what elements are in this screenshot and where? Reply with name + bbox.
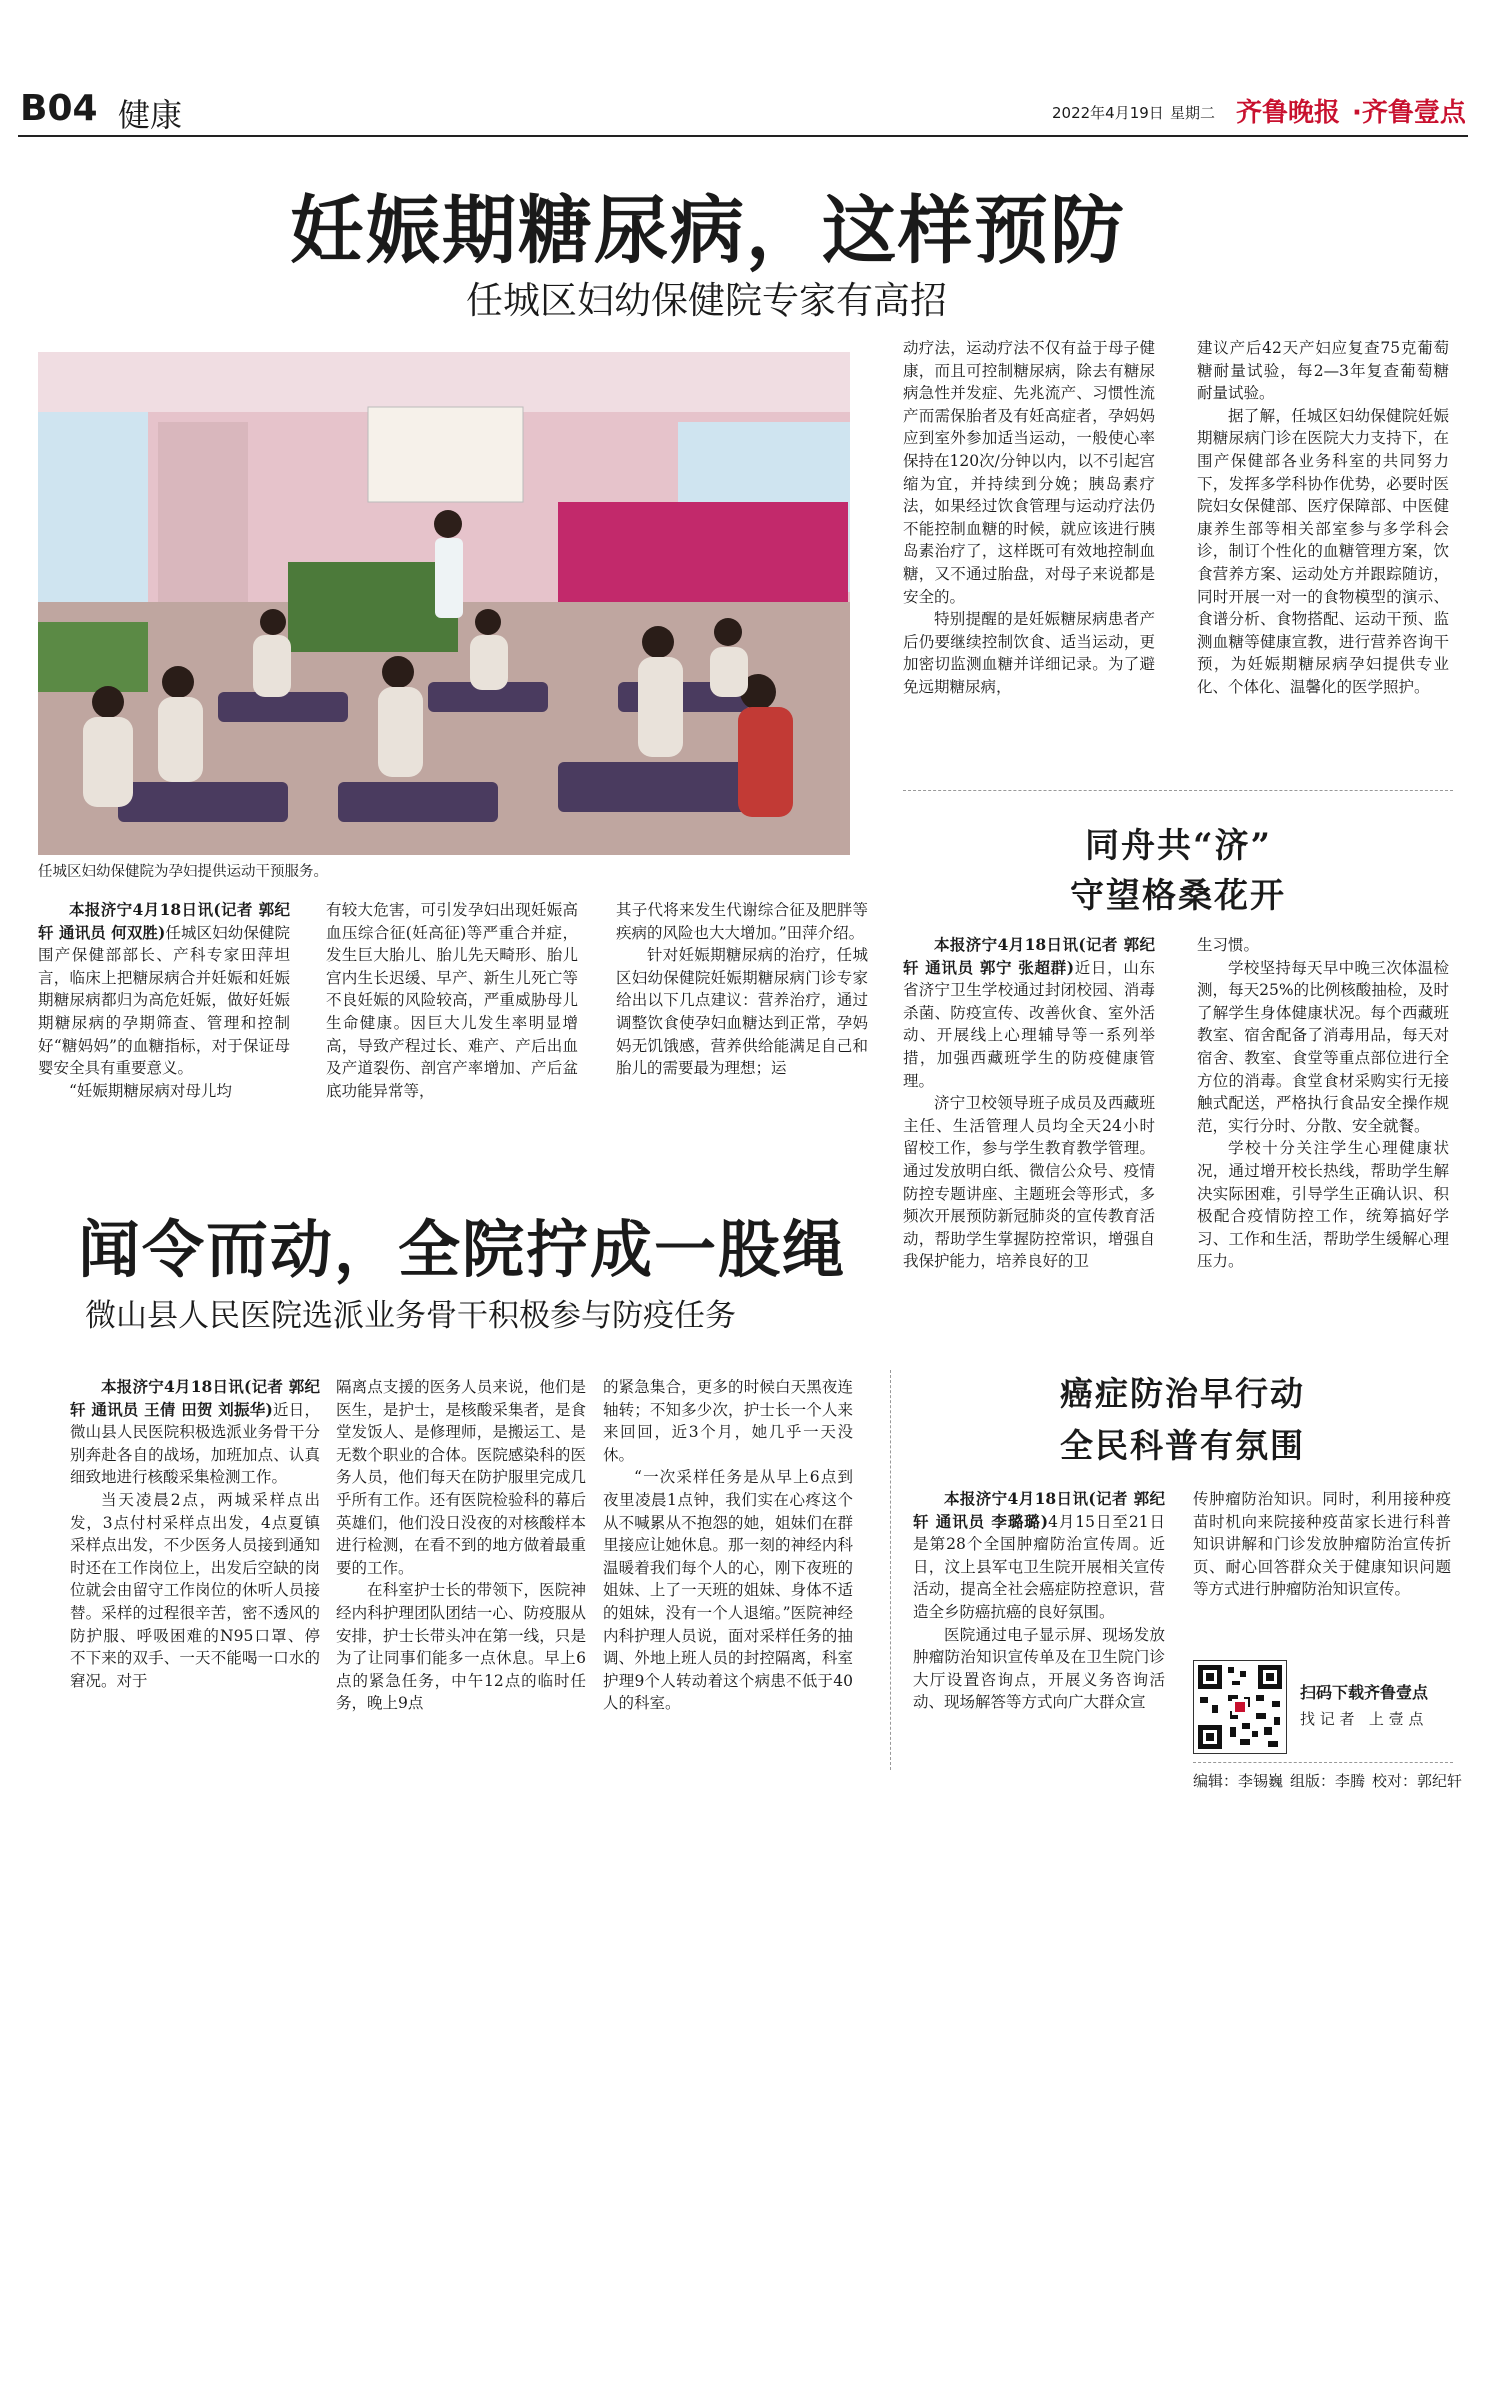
article4-paragraph-1: 4月15日至21日是第28个全国肿瘤防治宣传周。近日，汶上县军屯卫生院开展相关宣传活动，提高全社会癌症防控意识，营造全乡防癌抗癌的良好氛围。 <box>913 1512 1165 1621</box>
column-separator <box>890 1370 891 1770</box>
article4-byline: 本报济宁4月18日讯(记者 郭纪轩 通讯员 李璐璐) <box>913 1489 1165 1531</box>
article1-subtitle: 任城区妇幼保健院专家有高招 <box>466 279 947 322</box>
article2-paragraph-4: 学校坚持每天早中晚三次体温检测，每天25%的比例核酸抽检，及时了解学生身体健康状况。每个西藏班教室、宿舍配备了消毒用品，每天对宿舍、教室、食堂等重点部位进行全方位的消毒。食堂食材采购实行无接触式配送，严格执行食品安全操作规范，实行分时、分散、安全就餐。 <box>1197 958 1449 1135</box>
article1-paragraph-3: 有较大危害，可引发孕妇出现妊娠高血压综合征(妊高征)等严重合并症，发生巨大胎儿、胎儿先天畸形、胎儿宫内生长迟缓、早产、新生儿死亡等不良妊娠的风险较高，严重威胁母儿生命健康。因巨大儿发生率明显增高，导致产程过长、难产、产后出血及产道裂伤、剖宫产率增加、产后盆底功能异常等， <box>326 901 578 1100</box>
article4-paragraph-2: 医院通过电子显示屏、现场发放肿瘤防治知识宣传单及在卫生院门诊大厅设置咨询点，开展义务咨询活动、现场解答等方式向广大群众宣 <box>913 1625 1165 1712</box>
article3-paragraph-2: 当天凌晨2点，两城采样点出发，3点付村采样点出发，4点夏镇采样点出发，不少医务人员接到通知时还在工作岗位上，出发后空缺的岗位就会由留守工作岗位的休听人员接替。采样的过程很辛苦，密不透风的防护服、呼吸困难的N95口罩、停不下来的双手、一天不能喝一口水的窘况。对于 <box>70 1490 320 1690</box>
article1-column-2 <box>326 899 578 1155</box>
article2-byline: 本报济宁4月18日讯(记者 郭纪轩 通讯员 郭宁 张超群) <box>903 935 1155 977</box>
article1-photo-caption: 任城区妇幼保健院为孕妇提供运动干预服务。 <box>38 864 328 880</box>
article1-paragraph-1: 任城区妇幼保健院围产保健部部长、产科专家田萍坦言，临床上把糖尿病合并妊娠和妊娠期糖尿病都归为高危妊娠，做好妊娠期糖尿病的孕期筛查、管理和控制好“糖妈妈”的血糖指标，对于保证母婴安全具有重要意义。 <box>38 923 290 1078</box>
article3-paragraph-1: 近日，微山县人民医院积极选派业务骨干分别奔赴各自的战场，加班加点、认真细致地进行核酸采集检测工作。 <box>70 1400 320 1487</box>
article3-title: 闻令而动，全院拧成一股绳 <box>78 1213 847 1286</box>
footer-proofreader: 校对：郭纪轩 <box>1372 1772 1463 1790</box>
issue-date: 2022年4月19日 <box>1052 104 1164 122</box>
article1-column-3 <box>616 899 868 1155</box>
article1-paragraph-7: 特别提醒的是妊娠糖尿病患者产后仍要继续控制饮食、适当运动，更加密切监测血糖并详细记录。为了避免远期糖尿病， <box>903 610 1155 696</box>
article-separator <box>903 790 1453 791</box>
article1-paragraph-9: 据了解，任城区妇幼保健院妊娠期糖尿病门诊在医院大力支持下，在围产保健部各业务科室的共同努力下，发挥多学科协作优势，必要时医院妇女保健部、医疗保障部、中医健康养生部等相关部室参与多学科会诊，制订个性化的血糖管理方案，饮食营养方案、运动处方并跟踪随访，同时开展一对一的食物模型的演示、食谱分析、食物搭配、运动干预、监测血糖等健康宣教，进行营养咨询干预，为妊娠期糖尿病孕妇提供专业化、个体化、温馨化的医学照护。 <box>1197 406 1449 696</box>
section-title: 健康 <box>118 96 183 134</box>
article1-column-4 <box>903 337 1155 767</box>
article4-column-2 <box>1193 1488 1451 1648</box>
article2-paragraph-2: 济宁卫校领导班子成员及西藏班主任、生活管理人员均全天24小时留校工作，参与学生教育教学管理。通过发放明白纸、微信公众号、疫情防控专题讲座、主题班会等形式，多频次开展预防新冠肺炎的宣传教育活动，帮助学生掌握防控常识，增强自我保护能力，培养良好的卫 <box>903 1094 1155 1271</box>
article1-paragraph-6: 动疗法，运动疗法不仅有益于母子健康，而且可控制糖尿病，除去有糖尿病急性并发症、先兆流产、习惯性流产而需保胎者及有妊高症者，孕妈妈应到室外参加适当运动，一般使心率保持在120次/分钟以内，以不引起宫缩为宜，并持续到分娩；胰岛素疗法，如果经过饮食管理与运动疗法仍不能控制血糖的时候，就应该进行胰岛素治疗了，这样既可有效地控制血糖，又不通过胎盘，对母子来说都是安全的。 <box>903 339 1155 606</box>
article2-title: 同舟共“济” <box>1085 826 1273 866</box>
article1-byline: 本报济宁4月18日讯(记者 郭纪轩 通讯员 何双胜) <box>38 900 290 942</box>
page-number: B04 <box>20 88 98 129</box>
article3-byline: 本报济宁4月18日讯(记者 郭纪轩 通讯员 王倩 田贺 刘振华) <box>70 1377 320 1419</box>
article3-paragraph-6: “一次采样任务是从早上6点到夜里凌晨1点钟，我们实在心疼这个从不喊累从不抱怨的她，姐妹们在群里接应让她休息。那一刻的神经内科温暖着我们每个人的心，刚下夜班的姐妹、上了一天班的姐妹、身体不适的姐妹，没有一个人退缩。”医院神经内科护理人员说，面对采样任务的抽调、外地上班人员的封控隔离，科室护理9个人转动着这个病患不低于40人的科室。 <box>603 1468 853 1713</box>
qr-caption: 扫码下载齐鲁壹点 <box>1300 1683 1429 1702</box>
article4-paragraph-3: 传肿瘤防治知识。同时，利用接种疫苗时机向来院接种疫苗家长进行科普知识讲解和门诊发放肿瘤防治宣传折页、耐心回答群众关于健康知识问题等方式进行肿瘤防治知识宣传。 <box>1193 1490 1451 1599</box>
article1-photo <box>38 352 850 855</box>
header-rule <box>18 135 1468 137</box>
article1-paragraph-2: “妊娠期糖尿病对母儿均 <box>69 1081 232 1100</box>
article2-paragraph-3: 生习惯。 <box>1197 936 1260 954</box>
footer-layout: 组版：李腾 <box>1290 1772 1366 1790</box>
article4-title: 癌症防治早行动 <box>1060 1374 1305 1413</box>
article3-column-3 <box>603 1376 853 1776</box>
qr-subcaption: 找 记 者 上 壹 点 <box>1300 1710 1424 1728</box>
article2-paragraph-1: 近日，山东省济宁卫生学校通过封闭校园、消毒杀菌、防疫宣传、改善伙食、室外活动、开展线上心理辅导等一系列举措，加强西藏班学生的防疫健康管理。 <box>903 958 1155 1090</box>
article3-column-1 <box>70 1376 320 1776</box>
issue-weekday: 星期二 <box>1170 104 1216 122</box>
article1-title: 妊娠期糖尿病，这样预防 <box>290 188 1126 274</box>
article4-title-line2: 全民科普有氛围 <box>1060 1426 1305 1465</box>
yoga-class-illustration <box>38 352 850 855</box>
article1-paragraph-8: 建议产后42天产妇应复查75克葡萄糖耐量试验，每2—3年复查葡萄糖耐量试验。 <box>1197 339 1449 403</box>
article2-column-2 <box>1197 934 1449 1344</box>
footer-rule <box>1193 1762 1453 1763</box>
qr-code-icon[interactable] <box>1193 1660 1287 1754</box>
footer-editor: 编辑：李锡巍 <box>1193 1772 1284 1790</box>
app-logo: ·齐鲁壹点 <box>1352 98 1466 128</box>
article3-paragraph-4: 在科室护士长的带领下，医院神经内科护理团队团结一心、防疫服从安排，护士长带头冲在第一线，只是为了让同事们能多一点休息。早上6点的紧急任务，中午12点的临时任务，晚上9点 <box>336 1581 586 1713</box>
article2-title-line2: 守望格桑花开 <box>1070 876 1286 916</box>
article3-paragraph-5: 的紧急集合，更多的时候白天黑夜连轴转；不知多少次，护士长一个人来来回回，近3个月，她几乎一天没休。 <box>603 1378 853 1464</box>
article1-paragraph-4: 其子代将来发生代谢综合征及肥胖等疾病的风险也大大增加。”田萍介绍。 <box>616 901 868 942</box>
article1-column-5 <box>1197 337 1449 767</box>
article3-subtitle: 微山县人民医院选派业务骨干积极参与防疫任务 <box>85 1298 736 1334</box>
article3-paragraph-3: 隔离点支援的医务人员来说，他们是医生，是护士，是核酸采集者，是食堂发饭人、是修理师，是搬运工、是无数个职业的合体。医院感染科的医务人员，他们每天在防护服里完成几乎所有工作。还有医院检验科的幕后英雄们，他们没日没夜的对核酸样本进行检测，在看不到的地方做着最重要的工作。 <box>336 1378 586 1577</box>
article1-column-1 <box>38 899 290 1155</box>
newspaper-logo: 齐鲁晚报 <box>1236 98 1341 128</box>
article4-column-1 <box>913 1488 1165 1763</box>
article3-column-2 <box>336 1376 586 1776</box>
article2-column-1 <box>903 934 1155 1344</box>
article1-paragraph-5: 针对妊娠期糖尿病的治疗，任城区妇幼保健院妊娠期糖尿病门诊专家给出以下几点建议：营养治疗，通过调整饮食使孕妇血糖达到正常，孕妈妈无饥饿感，营养供给能满足自己和胎儿的需要最为理想；运 <box>616 946 868 1078</box>
article2-paragraph-5: 学校十分关注学生心理健康状况，通过增开校长热线，帮助学生解决实际困难，引导学生正确认识、积极配合疫情防控工作，统筹搞好学习、工作和生活，帮助学生缓解心理压力。 <box>1197 1139 1449 1271</box>
